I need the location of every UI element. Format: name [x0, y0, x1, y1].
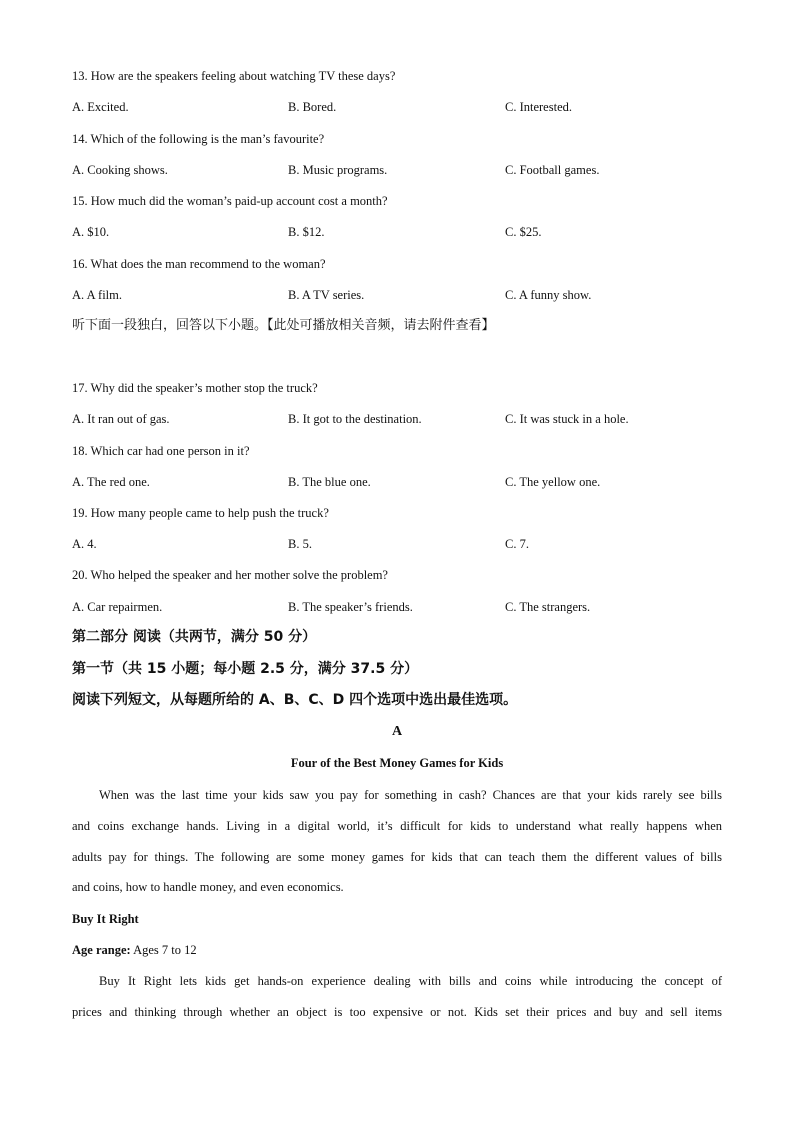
age-range-label: Age range: — [72, 943, 131, 957]
passage-p2-line2: prices and thinking through whether an object is too expensive or not. Kids set their prices and buy and sell items — [72, 1005, 722, 1019]
question-13: 13. How are the speakers feeling about watching TV these days? — [72, 69, 396, 83]
listening-instruction: 听下面一段独白，回答以下小题。【此处可播放相关音频，请去附件查看】 — [72, 318, 495, 333]
passage-letter: A — [391, 724, 403, 739]
game-title-buy-it-right: Buy It Right — [72, 912, 139, 926]
q17-option-b: B. It got to the destination. — [288, 412, 422, 426]
q16-option-b: B. A TV series. — [288, 288, 365, 302]
q18-option-a: A. The red one. — [72, 475, 150, 489]
q17-option-a: A. It ran out of gas. — [72, 412, 170, 426]
q14-option-c: C. Football games. — [505, 163, 600, 177]
question-16: 16. What does the man recommend to the woman? — [72, 257, 326, 271]
q13-option-c: C. Interested. — [505, 100, 572, 114]
passage-p1-line1: When was the last time your kids saw you pay for something in cash? Chances are that your kids rarely see bills — [99, 788, 722, 802]
q15-option-c: C. $25. — [505, 225, 542, 239]
q19-option-a: A. 4. — [72, 537, 97, 551]
q19-option-c: C. 7. — [505, 537, 529, 551]
q20-option-c: C. The strangers. — [505, 600, 591, 614]
q18-option-b: B. The blue one. — [288, 475, 371, 489]
q20-option-a: A. Car repairmen. — [72, 600, 163, 614]
q20-option-b: B. The speaker’s friends. — [288, 600, 413, 614]
part2-heading: 第二部分 阅读（共两节，满分 50 分） — [72, 629, 317, 645]
question-14: 14. Which of the following is the man’s favourite? — [72, 132, 325, 146]
question-20: 20. Who helped the speaker and her mother solve the problem? — [72, 568, 388, 582]
section1-heading: 第一节（共 15 小题；每小题 2.5 分，满分 37.5 分） — [72, 661, 419, 677]
q14-option-b: B. Music programs. — [288, 163, 388, 177]
q17-option-c: C. It was stuck in a hole. — [505, 412, 629, 426]
q16-option-c: C. A funny show. — [505, 288, 592, 302]
passage-p1-line4: and coins, how to handle money, and even economics. — [72, 880, 344, 894]
question-15: 15. How much did the woman’s paid-up account cost a month? — [72, 194, 388, 208]
q19-option-b: B. 5. — [288, 537, 312, 551]
q15-option-a: A. $10. — [72, 225, 110, 239]
age-range-value: Ages 7 to 12 — [130, 943, 197, 957]
q13-option-b: B. Bored. — [288, 100, 337, 114]
reading-instruction: 阅读下列短文，从每题所给的 A、B、C、D 四个选项中选出最佳选项。 — [72, 692, 518, 708]
question-18: 18. Which car had one person in it? — [72, 444, 250, 458]
q15-option-b: B. $12. — [288, 225, 325, 239]
question-17: 17. Why did the speaker’s mother stop the truck? — [72, 381, 318, 395]
question-19: 19. How many people came to help push the truck? — [72, 506, 329, 520]
age-range — [72, 942, 197, 958]
passage-p1-line3: adults pay for things. The following are some money games for kids that can teach them the different values of bills — [72, 850, 722, 864]
q13-option-a: A. Excited. — [72, 100, 129, 114]
passage-p1-line2: and coins exchange hands. Living in a digital world, it’s difficult for kids to understand what really happens when — [72, 819, 722, 833]
q16-option-a: A. A film. — [72, 288, 123, 302]
q14-option-a: A. Cooking shows. — [72, 163, 168, 177]
q18-option-c: C. The yellow one. — [505, 475, 601, 489]
passage-title: Four of the Best Money Games for Kids — [290, 756, 504, 770]
passage-p2-line1: Buy It Right lets kids get hands-on experience dealing with bills and coins while introducing the concept of — [99, 974, 722, 988]
